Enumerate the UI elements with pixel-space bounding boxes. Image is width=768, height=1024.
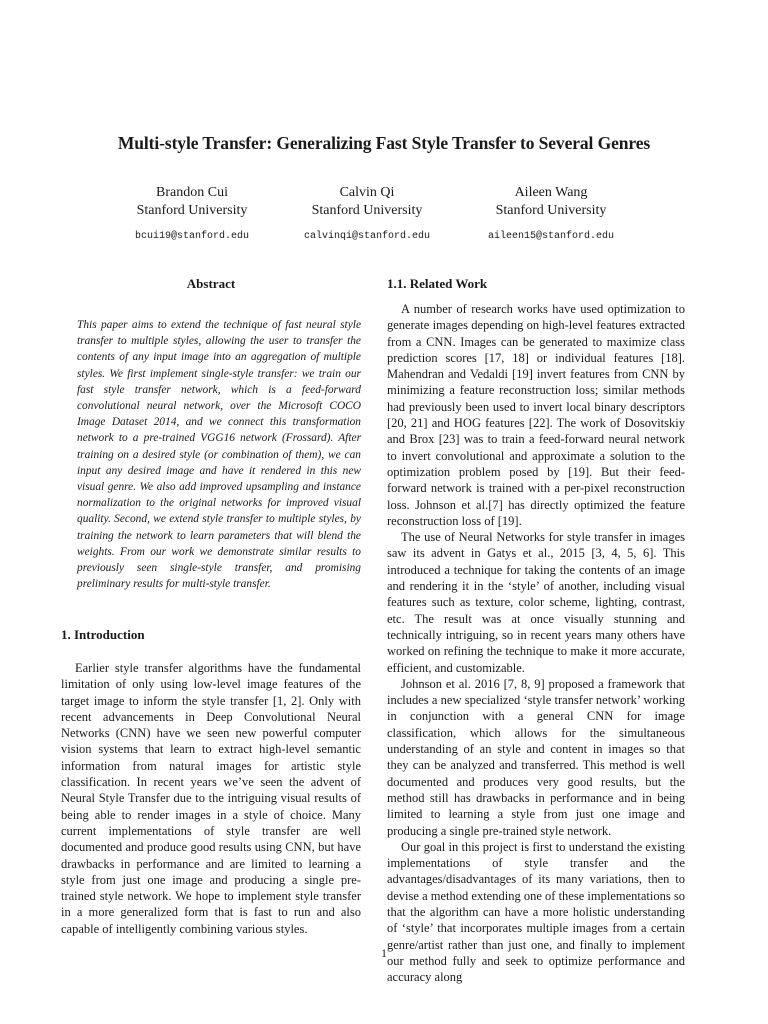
author-block (92, 184, 292, 246)
paragraph: Our goal in this project is first to understand the existing implementations of style transfer and the advantages/disadvantages of its many variations, then to devise a method extending one of these implementations so that the algorithm can have a more holistic understanding of ‘style’ that incorporates multiple images from a certain genre/artist rather than just one, and finally to implement our method fully and seek to optimize performance and accuracy along (387, 839, 685, 985)
author-block (451, 184, 651, 246)
paragraph: Earlier style transfer algorithms have the fundamental limitation of only using low-level image features of the target image to inform the style transfer [1, 2]. Only with recent advancements in Deep Convolutional Neural Networks (CNN) have we seen new powerful computer vision systems that learn to extract high-level semantic information from natural images for artistic style classification. In recent years we’ve seen the advent of Neural Style Transfer due to the intriguing visual results of being able to render images in a style of choice. Many current implementations of style transfer are well documented and produce good results using CNN, but have drawbacks in performance and are limited to learning a style from just one image and producing a single pre-trained style network. We hope to implement style transfer in a more generalized form that is fast to run and also capable of intelligently combining various styles. (61, 661, 361, 936)
abstract-text: This paper aims to extend the technique of fast neural style transfer to multiple styles, allowing the user to transfer the contents of any input image into an aggregation of multiple styles. We first implement single-style transfer: we train our fast style transfer network, which is a feed-forward convolutional neural network, over the Microsoft COCO Image Dataset 2014, and we connect this transformation network to a pre-trained VGG16 network (Frossard). After training on a desired style (or combination of them), we can input any desired image and have it rendered in this new visual genre. We also add improved upsampling and instance normalization to the original networks for improved visual quality. Second, we extend style transfer to multiple styles, by training the network to learn parameters that will blend the weights. From our work we demonstrate similar results to previously seen single-style transfer, and promising preliminary results for multi-style transfer. (77, 319, 361, 591)
paragraph: The use of Neural Networks for style transfer in images saw its advent in Gatys et al., 2015 [3, 4, 5, 6]. This introduced a technique for taking the contents of an image and rendering it in the ‘style’ of another, including visual features such as texture, color scheme, lighting, contrast, etc. The result was at once visually stunning and technically intriguing, so in recent years many others have worked on refining the technique to make it more accurate, efficient, and customizable. (387, 530, 685, 675)
paragraph: Johnson et al. 2016 [7, 8, 9] proposed a framework that includes a new specialized ‘style transfer network’ working in conjunction with a general CNN for image classification, which allows for the simultaneous understanding of an style and content in images so that they can be analyzed and transferred. This method is well documented and produces very good results, but the method still has drawbacks in performance and in being limited to learning a style from just one image and producing a single pre-trained style network. (387, 676, 685, 838)
intro-body (61, 660, 361, 937)
author-email: calvinqi@stanford.edu (303, 231, 431, 242)
author-email: aileen15@stanford.edu (487, 231, 615, 242)
abstract-heading: Abstract (186, 276, 236, 291)
paper-title: Multi-style Transfer: Generalizing Fast Style Transfer to Several Genres (117, 133, 651, 153)
author-name: Brandon Cui (156, 185, 228, 200)
author-name: Aileen Wang (514, 185, 588, 200)
paragraph: A number of research works have used optimization to generate images depending on high-level features extracted from a CNN. Images can be generated to maximize class prediction scores [17, 18] or individual features [18]. Mahendran and Vedaldi [19] invert features from CNN by minimizing a feature reconstruction loss; similar methods had previously been used to invert local binary descriptors [20, 21] and HOG features [22]. The work of Dosovitskiy and Brox [23] was to train a feed-forward neural network to invert convolutional and approximate a solution to the optimization problem posed by [19]. But their feed-forward network is trained with a per-pixel reconstruction loss. Johnson et al.[7] has directly optimized the feature reconstruction loss of [19]. (387, 302, 685, 528)
author-block (267, 184, 467, 246)
author-affiliation: Stanford University (311, 203, 423, 218)
intro-heading: 1. Introduction (61, 627, 145, 642)
author-email: bcui19@stanford.edu (134, 231, 250, 242)
author-name: Calvin Qi (339, 185, 395, 200)
author-affiliation: Stanford University (495, 203, 607, 218)
related-work-heading: 1.1. Related Work (387, 276, 488, 291)
page-number: 1 (381, 946, 387, 960)
author-affiliation: Stanford University (136, 203, 248, 218)
related-work-body (387, 301, 685, 985)
